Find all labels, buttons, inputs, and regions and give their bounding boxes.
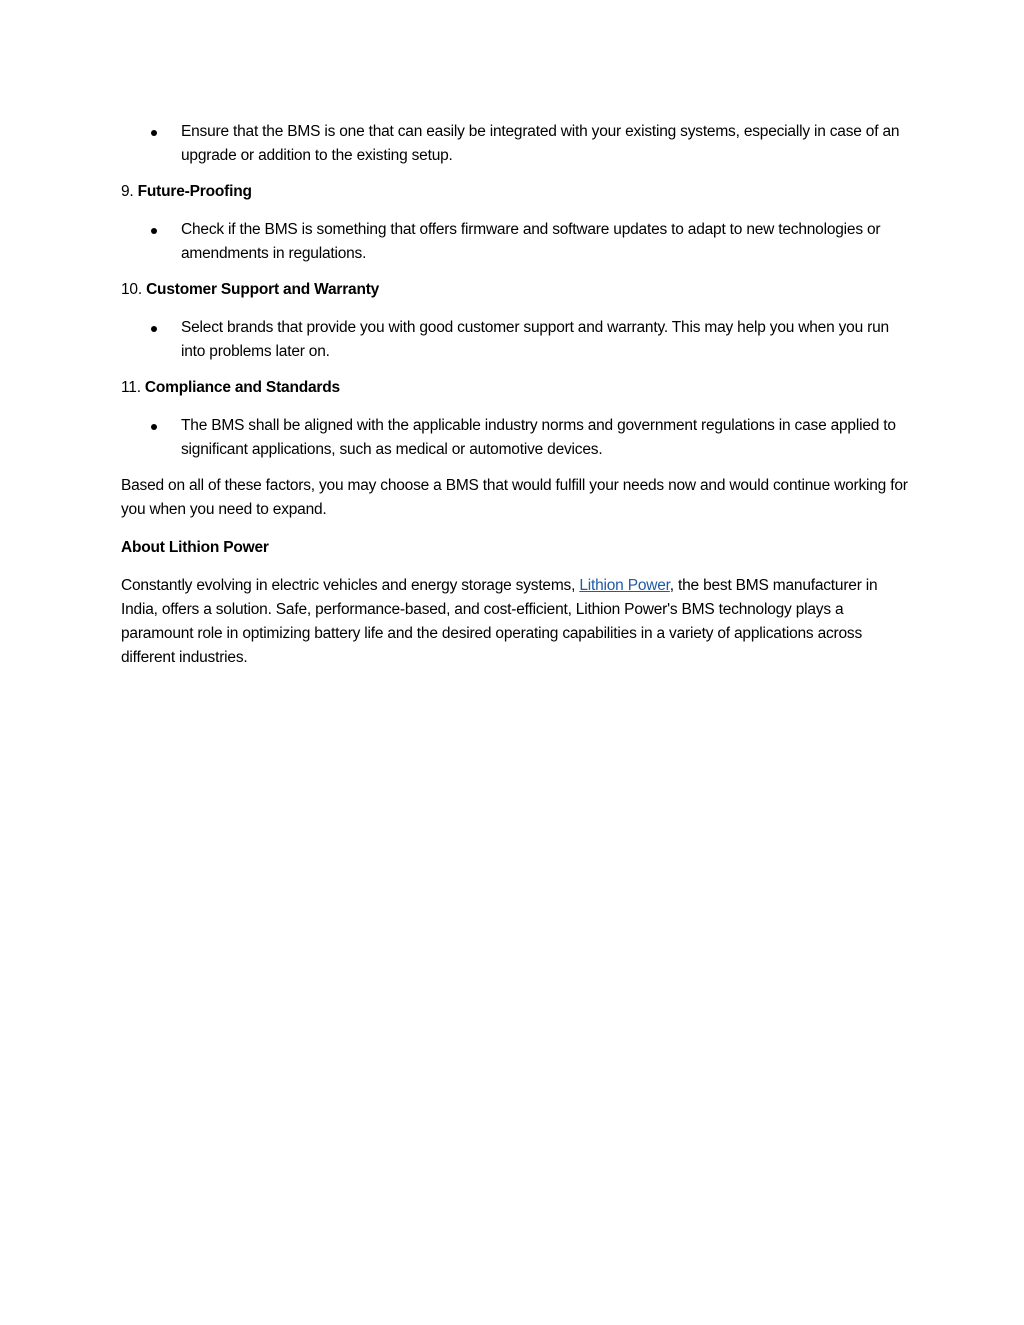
conclusion-paragraph: Based on all of these factors, you may choose a BMS that would fulfill your needs now and would continue working for you when you need to expand.: [121, 477, 908, 518]
bullet-icon: [151, 228, 157, 234]
section-number: 9.: [121, 183, 134, 200]
bullet-item: [121, 120, 911, 168]
bullet-text: Ensure that the BMS is one that can easily be integrated with your existing systems, especially in case of an upgrade or addition to the existing setup.: [181, 123, 900, 164]
bullet-text: Select brands that provide you with good customer support and warranty. This may help you when you run into problems later on.: [181, 319, 889, 360]
section-heading-compliance: [121, 376, 911, 400]
section-heading-future-proofing: [121, 180, 911, 204]
section-title: Customer Support and Warranty: [146, 281, 380, 298]
about-text-after-link: , the best BMS manufacturer in India, offers a solution. Safe, performance-based, and cost-efficient, Lithion Power's BMS technology plays a paramount role in optimizing battery life and the desired operating capabilities in a variety of applications across different industries.: [121, 577, 878, 666]
section-title: Compliance and Standards: [144, 379, 340, 396]
about-paragraph: [121, 574, 911, 670]
lithion-power-link[interactable]: Lithion Power: [579, 577, 670, 594]
section-number: 11.: [121, 379, 141, 396]
document-page: [121, 120, 911, 684]
bullet-icon: [151, 424, 157, 430]
bullet-item: [121, 316, 911, 364]
section-heading-customer-support: [121, 278, 911, 302]
bullet-icon: [151, 326, 157, 332]
bullet-text: Check if the BMS is something that offers firmware and software updates to adapt to new technologies or amendments in regulations.: [181, 221, 881, 262]
bullet-item: [121, 218, 911, 266]
section-title: Future-Proofing: [137, 183, 252, 200]
bullet-icon: [151, 130, 157, 136]
bullet-text: The BMS shall be aligned with the applicable industry norms and government regulations in case applied to significant applications, such as medical or automotive devices.: [181, 417, 896, 458]
about-heading: About Lithion Power: [121, 539, 269, 556]
bullet-item: [121, 414, 911, 462]
section-number: 10.: [121, 281, 142, 298]
about-text-before-link: Constantly evolving in electric vehicles and energy storage systems,: [121, 577, 580, 594]
